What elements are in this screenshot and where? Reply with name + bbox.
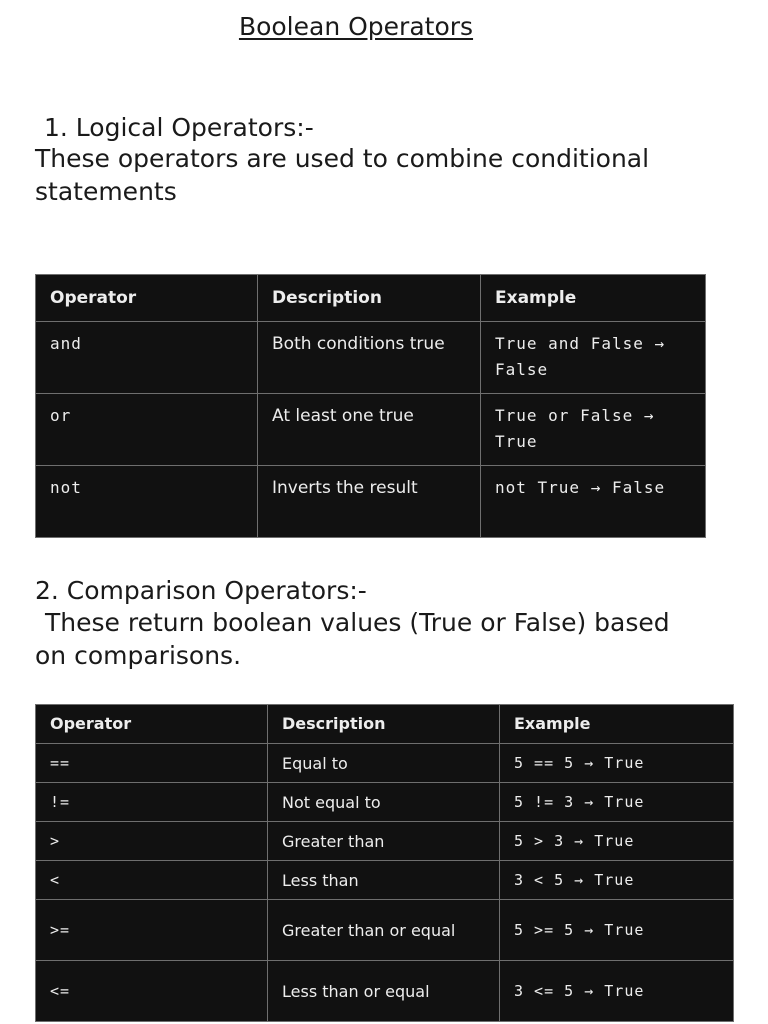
description-cell: Greater than (268, 822, 500, 861)
comparison-operators-table (35, 704, 734, 1022)
operator-cell: >= (36, 900, 268, 961)
table-row (36, 861, 734, 900)
operator-cell: < (36, 861, 268, 900)
table-row (36, 783, 734, 822)
column-header-operator: Operator (36, 275, 258, 322)
description-cell: Less than or equal (268, 961, 500, 1022)
operator-cell: > (36, 822, 268, 861)
column-header-example: Example (500, 705, 734, 744)
example-cell: 3 <= 5 → True (500, 961, 734, 1022)
example-cell: True or False → True (481, 394, 706, 466)
column-header-operator: Operator (36, 705, 268, 744)
table-header-row (36, 275, 706, 322)
table-row (36, 961, 734, 1022)
logical-operators-description: These operators are used to combine conditional statements (35, 144, 650, 206)
description-cell: Not equal to (268, 783, 500, 822)
logical-operators-heading: 1. Logical Operators:- (44, 113, 314, 142)
operator-cell: not (36, 466, 258, 538)
table-row (36, 394, 706, 466)
page-title: Boolean Operators (238, 12, 474, 41)
column-header-example: Example (481, 275, 706, 322)
operator-cell: != (36, 783, 268, 822)
example-cell: 5 > 3 → True (500, 822, 734, 861)
example-cell: 5 != 3 → True (500, 783, 734, 822)
example-cell: 3 < 5 → True (500, 861, 734, 900)
table-row (36, 744, 734, 783)
description-cell: Equal to (268, 744, 500, 783)
description-cell: Greater than or equal (268, 900, 500, 961)
comparison-operators-heading: 2. Comparison Operators:- (35, 576, 367, 605)
operator-cell: or (36, 394, 258, 466)
operator-cell: <= (36, 961, 268, 1022)
example-cell: 5 >= 5 → True (500, 900, 734, 961)
table-row (36, 900, 734, 961)
description-cell: Both conditions true (258, 322, 481, 394)
description-cell: Inverts the result (258, 466, 481, 538)
example-cell: not True → False (481, 466, 706, 538)
description-cell: Less than (268, 861, 500, 900)
table-header-row (36, 705, 734, 744)
table-row (36, 466, 706, 538)
description-cell: At least one true (258, 394, 481, 466)
table-row (36, 322, 706, 394)
operator-cell: == (36, 744, 268, 783)
column-header-description: Description (268, 705, 500, 744)
column-header-description: Description (258, 275, 481, 322)
table-row (36, 822, 734, 861)
comparison-operators-description: These return boolean values (True or False) based on comparisons. (35, 608, 670, 670)
operator-cell: and (36, 322, 258, 394)
example-cell: True and False → False (481, 322, 706, 394)
logical-operators-table (35, 274, 706, 538)
example-cell: 5 == 5 → True (500, 744, 734, 783)
